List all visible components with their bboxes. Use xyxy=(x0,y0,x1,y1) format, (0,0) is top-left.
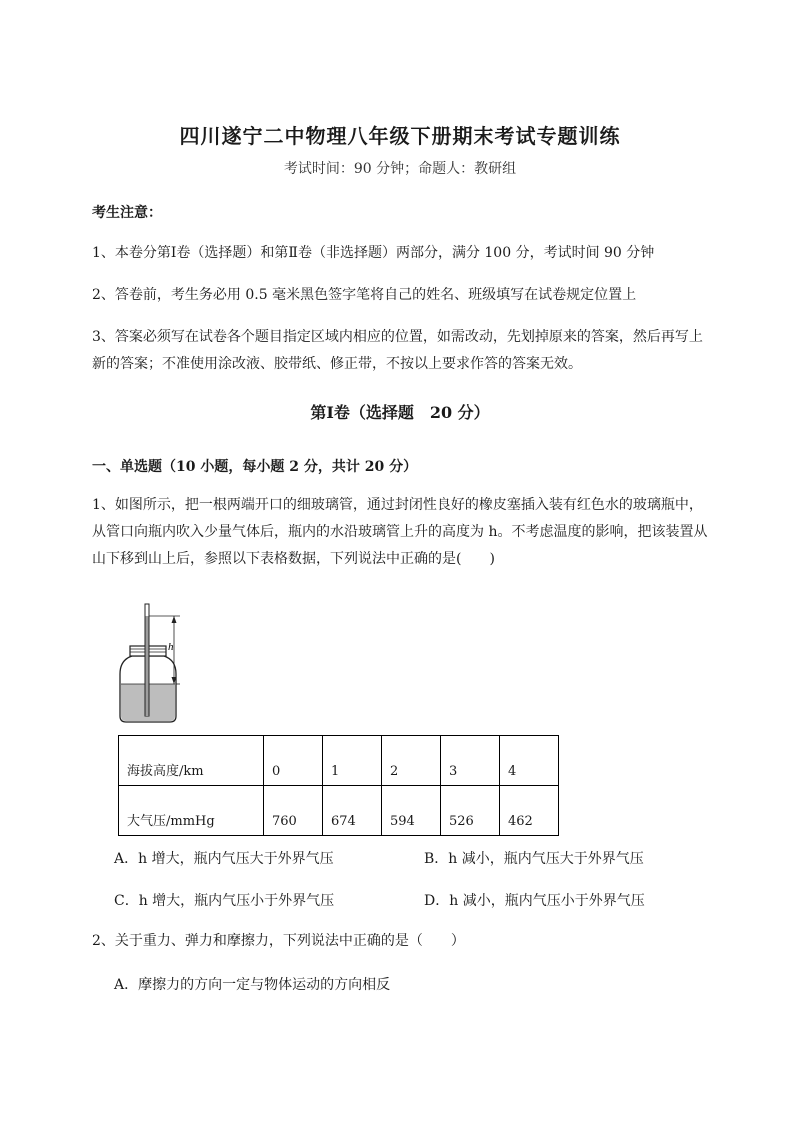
q1-option-d[interactable]: D．h 减小，瓶内气压小于外界气压 xyxy=(424,893,645,909)
part-heading: 一、单选题（10 小题，每小题 2 分，共计 20 分） xyxy=(92,459,418,475)
page-title: 四川遂宁二中物理八年级下册期末考试专题训练 xyxy=(179,124,621,148)
table-cell: 0 xyxy=(264,736,323,786)
table-row xyxy=(119,786,559,836)
table-cell: 3 xyxy=(441,736,500,786)
table-cell: 462 xyxy=(500,786,559,836)
section-title: 第Ⅰ卷（选择题 20 分） xyxy=(310,403,490,422)
table-cell: 526 xyxy=(441,786,500,836)
table-cell: 大气压/mmHg xyxy=(119,786,264,836)
table-cell: 594 xyxy=(382,786,441,836)
q1-option-c[interactable]: C．h 增大，瓶内气压小于外界气压 xyxy=(114,893,335,909)
table-cell: 674 xyxy=(323,786,382,836)
table-cell: 760 xyxy=(264,786,323,836)
bottle-figure xyxy=(110,598,210,724)
table-cell: 海拔高度/km xyxy=(119,736,264,786)
figure-label-h: h xyxy=(168,641,174,653)
q1-option-b[interactable]: B．h 减小，瓶内气压大于外界气压 xyxy=(424,851,644,867)
altitude-pressure-table xyxy=(118,735,559,836)
question-2-text: 2、关于重力、弹力和摩擦力，下列说法中正确的是（ ） xyxy=(92,933,465,949)
table-cell: 2 xyxy=(382,736,441,786)
page-subtitle: 考试时间：90 分钟；命题人：教研组 xyxy=(283,161,517,177)
q2-option-a[interactable]: A．摩擦力的方向一定与物体运动的方向相反 xyxy=(114,977,391,993)
table-cell: 4 xyxy=(500,736,559,786)
q1-option-a[interactable]: A．h 增大，瓶内气压大于外界气压 xyxy=(114,851,334,867)
notice-item-2: 2、答卷前，考生务必用 0.5 毫米黑色签字笔将自己的姓名、班级填写在试卷规定位置上 xyxy=(92,287,637,303)
notice-item-3: 3、答案必须写在试卷各个题目指定区域内相应的位置，如需改动，先划掉原来的答案，然后再写上新的答案；不准使用涂改液、胶带纸、修正带，不按以上要求作答的答案无效。 xyxy=(92,329,703,372)
notice-heading: 考生注意： xyxy=(92,205,162,221)
table-row xyxy=(119,736,559,786)
table-cell: 1 xyxy=(323,736,382,786)
question-1-text: 1、如图所示，把一根两端开口的细玻璃管，通过封闭性良好的橡皮塞插入装有红色水的玻璃瓶中，从管口向瓶内吹入少量气体后，瓶内的水沿玻璃管上升的高度为 h。不考虑温度的影响，把该装置从山下移到山上后，参照以下表格数据，下列说法中正确的是( ) xyxy=(92,497,708,567)
notice-item-1: 1、本卷分第Ⅰ卷（选择题）和第Ⅱ卷（非选择题）两部分，满分 100 分，考试时间 90 分钟 xyxy=(92,245,655,261)
